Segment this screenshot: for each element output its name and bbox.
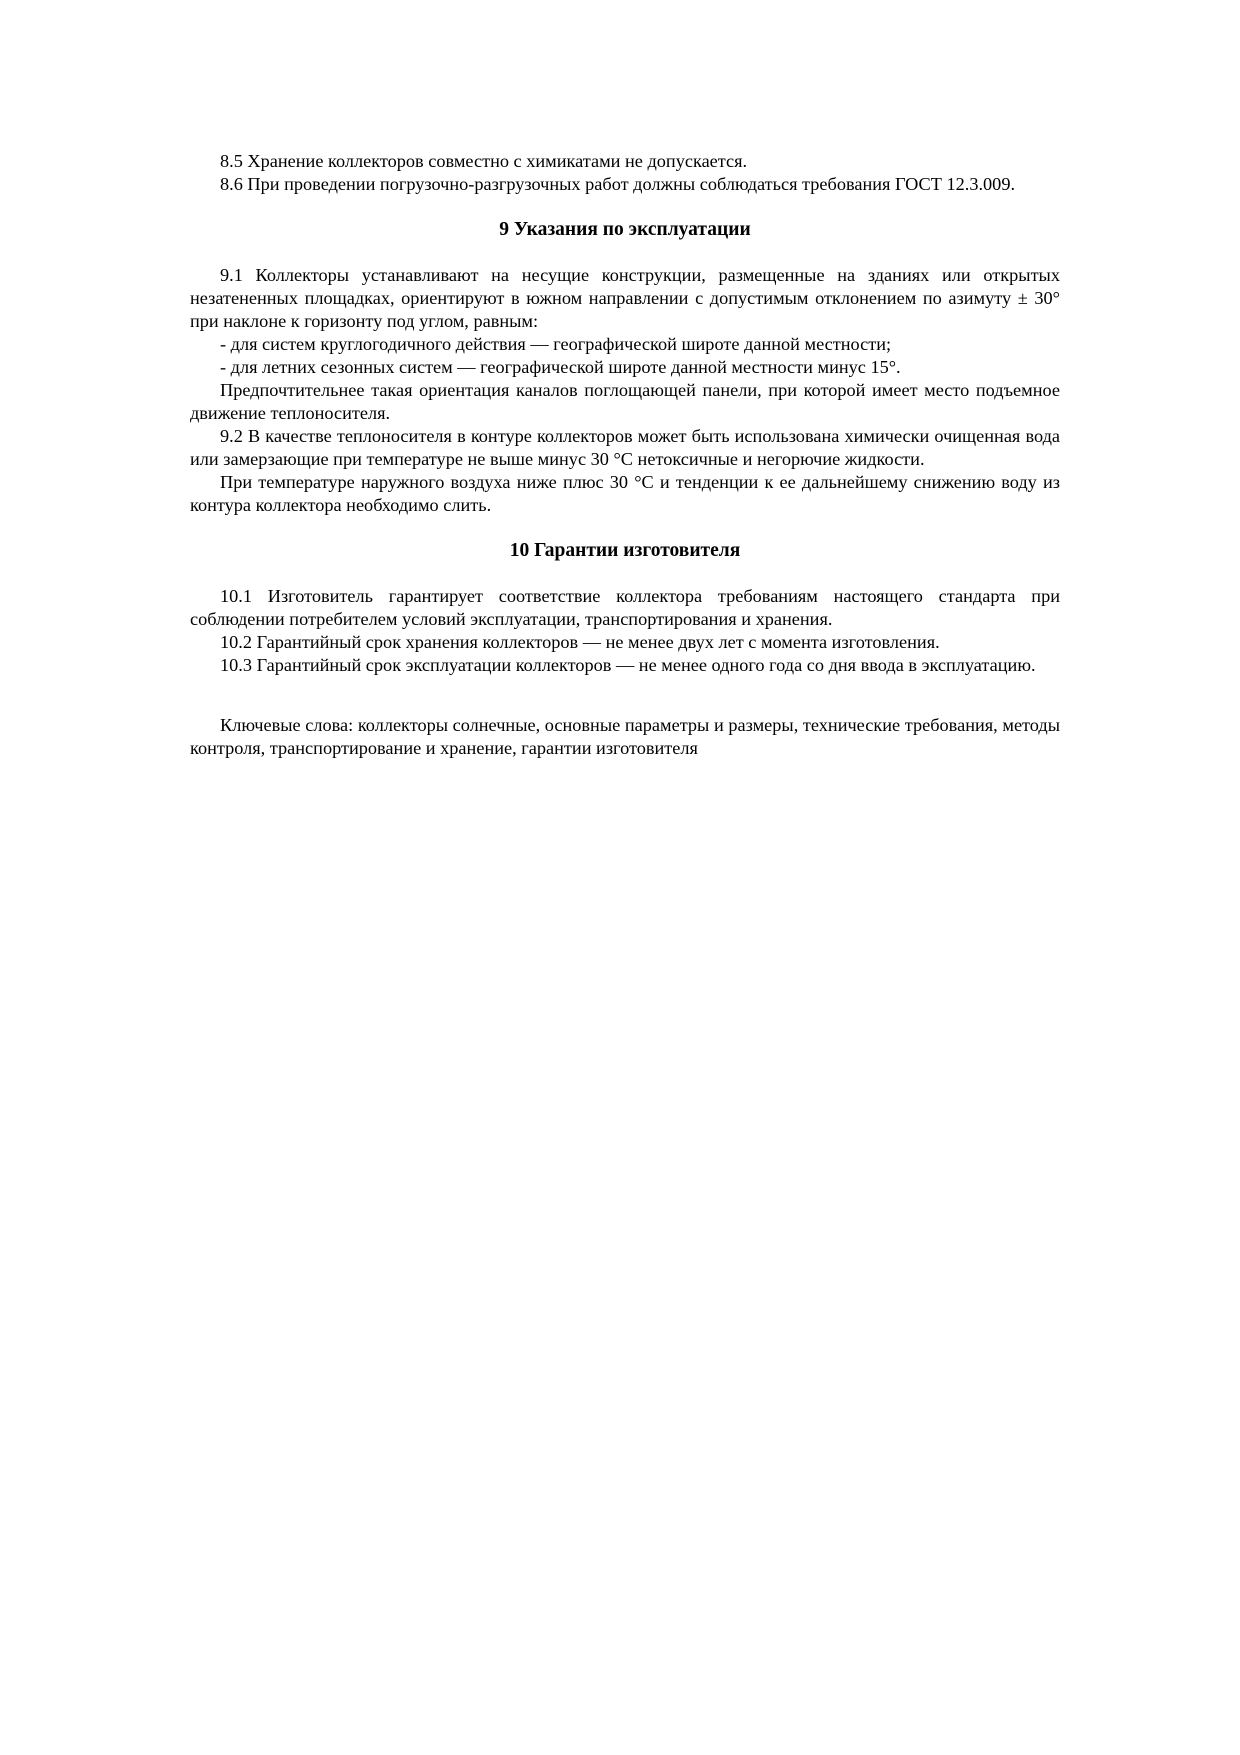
section-10-heading: 10 Гарантии изготовителя bbox=[509, 540, 741, 561]
paragraph-8-5: 8.5 Хранение коллекторов совместно с химикатами не допускается. bbox=[220, 151, 748, 171]
paragraph-8-6: 8.6 При проведении погрузочно-разгрузочных работ должны соблюдаться требования ГОСТ 12.3.009. bbox=[220, 174, 1016, 194]
paragraph-10-2: 10.2 Гарантийный срок хранения коллекторов — не менее двух лет с момента изготовления. bbox=[220, 632, 940, 652]
paragraph-9-1: 9.1 Коллекторы устанавливают на несущие конструкции, размещенные на зданиях или открытых незатененных площадках, ориентируют в южном направлении с допустимым отклонением по азимуту ± 30° при наклоне к горизонту под углом, равным: bbox=[190, 265, 1060, 331]
keywords-paragraph: Ключевые слова: коллекторы солнечные, основные параметры и размеры, технические требования, методы контроля, транспортирование и хранение, гарантии изготовителя bbox=[190, 715, 1060, 758]
paragraph-9-2: 9.2 В качестве теплоносителя в контуре коллекторов может быть использована химически очищенная вода или замерзающие при температуре не выше минус 30 °С нетоксичные и негорючие жидкости. bbox=[190, 426, 1060, 469]
paragraph-drain-temperature: При температуре наружного воздуха ниже плюс 30 °С и тенденции к ее дальнейшему снижению воду из контура коллектора необходимо слить. bbox=[190, 472, 1060, 515]
document-page bbox=[190, 150, 1060, 760]
paragraph-10-1: 10.1 Изготовитель гарантирует соответствие коллектора требованиям настоящего стандарта при соблюдении потребителем условий эксплуатации, транспортирования и хранения. bbox=[190, 586, 1060, 629]
paragraph-10-3: 10.3 Гарантийный срок эксплуатации коллекторов — не менее одного года со дня ввода в эксплуатацию. bbox=[220, 655, 1036, 675]
list-item-year-round: - для систем круглогодичного действия — географической широте данной местности; bbox=[220, 334, 892, 354]
list-item-summer: - для летних сезонных систем — географической широте данной местности минус 15°. bbox=[220, 357, 901, 377]
paragraph-preferred-orientation: Предпочтительнее такая ориентация каналов поглощающей панели, при которой имеет место подъемное движение теплоносителя. bbox=[190, 380, 1060, 423]
section-9-heading: 9 Указания по эксплуатации bbox=[499, 219, 751, 240]
